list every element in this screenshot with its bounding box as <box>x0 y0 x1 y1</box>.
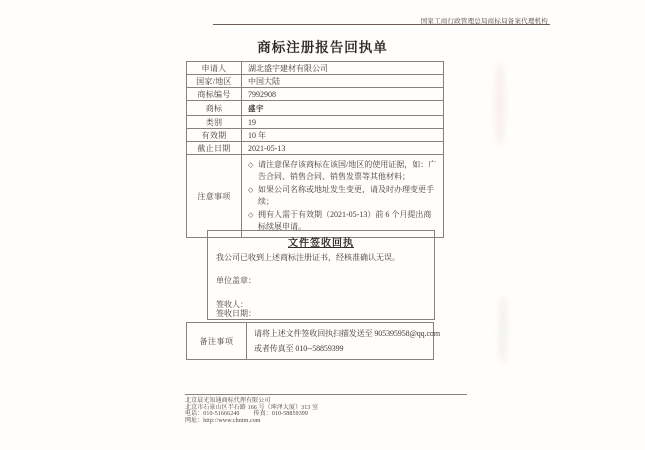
document-receipt-section <box>207 230 435 320</box>
table-row-class <box>187 116 444 129</box>
row-value: 2021-05-13 <box>242 142 444 155</box>
note-text: 拥有人需于有效期（2021-05-13）前 6 个月提出商标续展申请。 <box>258 210 432 231</box>
agency-registration-note: 国家工商行政管理总局商标局备案代理机构 <box>420 18 548 25</box>
receipt-section-title: 文件签收回执 <box>288 238 354 249</box>
row-value: 19 <box>242 116 444 129</box>
note-text: 如果公司名称或地址发生变更，请及时办理变更手续； <box>258 185 434 206</box>
footer-website: 网址：http://www.chntm.com <box>185 417 261 424</box>
row-label: 申请人 <box>187 62 242 75</box>
remark-scan-instruction: 请将上述文件签收回执扫描发送至 905395958@qq.com <box>254 329 440 338</box>
signer-label: 签收人： <box>216 300 248 309</box>
row-label: 注意事项 <box>187 155 242 238</box>
table-row-remarks <box>187 323 434 360</box>
row-label: 国家/地区 <box>187 75 242 88</box>
notes-cell <box>242 155 444 238</box>
diamond-bullet-icon: ◇ <box>248 211 254 219</box>
row-value: 湖北盛宇建材有限公司 <box>242 62 444 75</box>
row-label: 商标 <box>187 101 242 116</box>
row-value: 7992908 <box>242 88 444 101</box>
footer-address: 北京市石景山区半石路 166 号（坤泽大厦）313 室 <box>185 404 319 411</box>
remark-fax-instruction: 或者传真至 010--58859399 <box>254 344 344 353</box>
scan-artifact <box>494 62 506 147</box>
footer-rule <box>185 394 467 395</box>
note-item <box>248 184 437 208</box>
row-label: 有效期 <box>187 129 242 142</box>
table-row-validity <box>187 129 444 142</box>
scan-artifact <box>498 295 508 365</box>
row-label: 备注事项 <box>187 323 247 360</box>
row-label: 商标编号 <box>187 88 242 101</box>
note-item <box>248 159 437 183</box>
row-value-trademark: 盛宇 <box>242 101 444 116</box>
row-label: 截止日期 <box>187 142 242 155</box>
receipt-confirmation-text: 我公司已收到上述商标注册证书，经核准确认无误。 <box>216 253 400 262</box>
table-row-expiry-date <box>187 142 444 155</box>
registration-info-table <box>186 61 444 238</box>
row-label: 类别 <box>187 116 242 129</box>
remarks-cell <box>247 323 440 360</box>
footer-phone: 电话：010-51666240 <box>185 411 240 417</box>
table-row-applicant <box>187 62 444 75</box>
table-row-trademark <box>187 101 444 116</box>
remarks-table <box>186 322 440 360</box>
row-value: 中国大陆 <box>242 75 444 88</box>
agency-footer <box>185 394 467 424</box>
header-rule <box>213 24 550 25</box>
document-title: 商标注册报告回执单 <box>257 40 388 55</box>
footer-company-name: 北京晨光知通商标代理有限公司 <box>185 398 271 404</box>
table-row-country <box>187 75 444 88</box>
note-text: 请注意保存该商标在该国/地区的使用证据，如：广告合同、销售合同、销售发票等其他材料； <box>258 160 437 181</box>
row-value: 10 年 <box>242 129 444 142</box>
diamond-bullet-icon: ◇ <box>248 186 254 194</box>
table-row-notes <box>187 155 444 238</box>
table-row-trademark-number <box>187 88 444 101</box>
footer-fax: 传真：010-58859399 <box>253 411 308 417</box>
diamond-bullet-icon: ◇ <box>248 161 254 169</box>
company-seal-label: 单位盖章： <box>216 276 256 285</box>
sign-date-label: 签收日期： <box>216 309 256 318</box>
